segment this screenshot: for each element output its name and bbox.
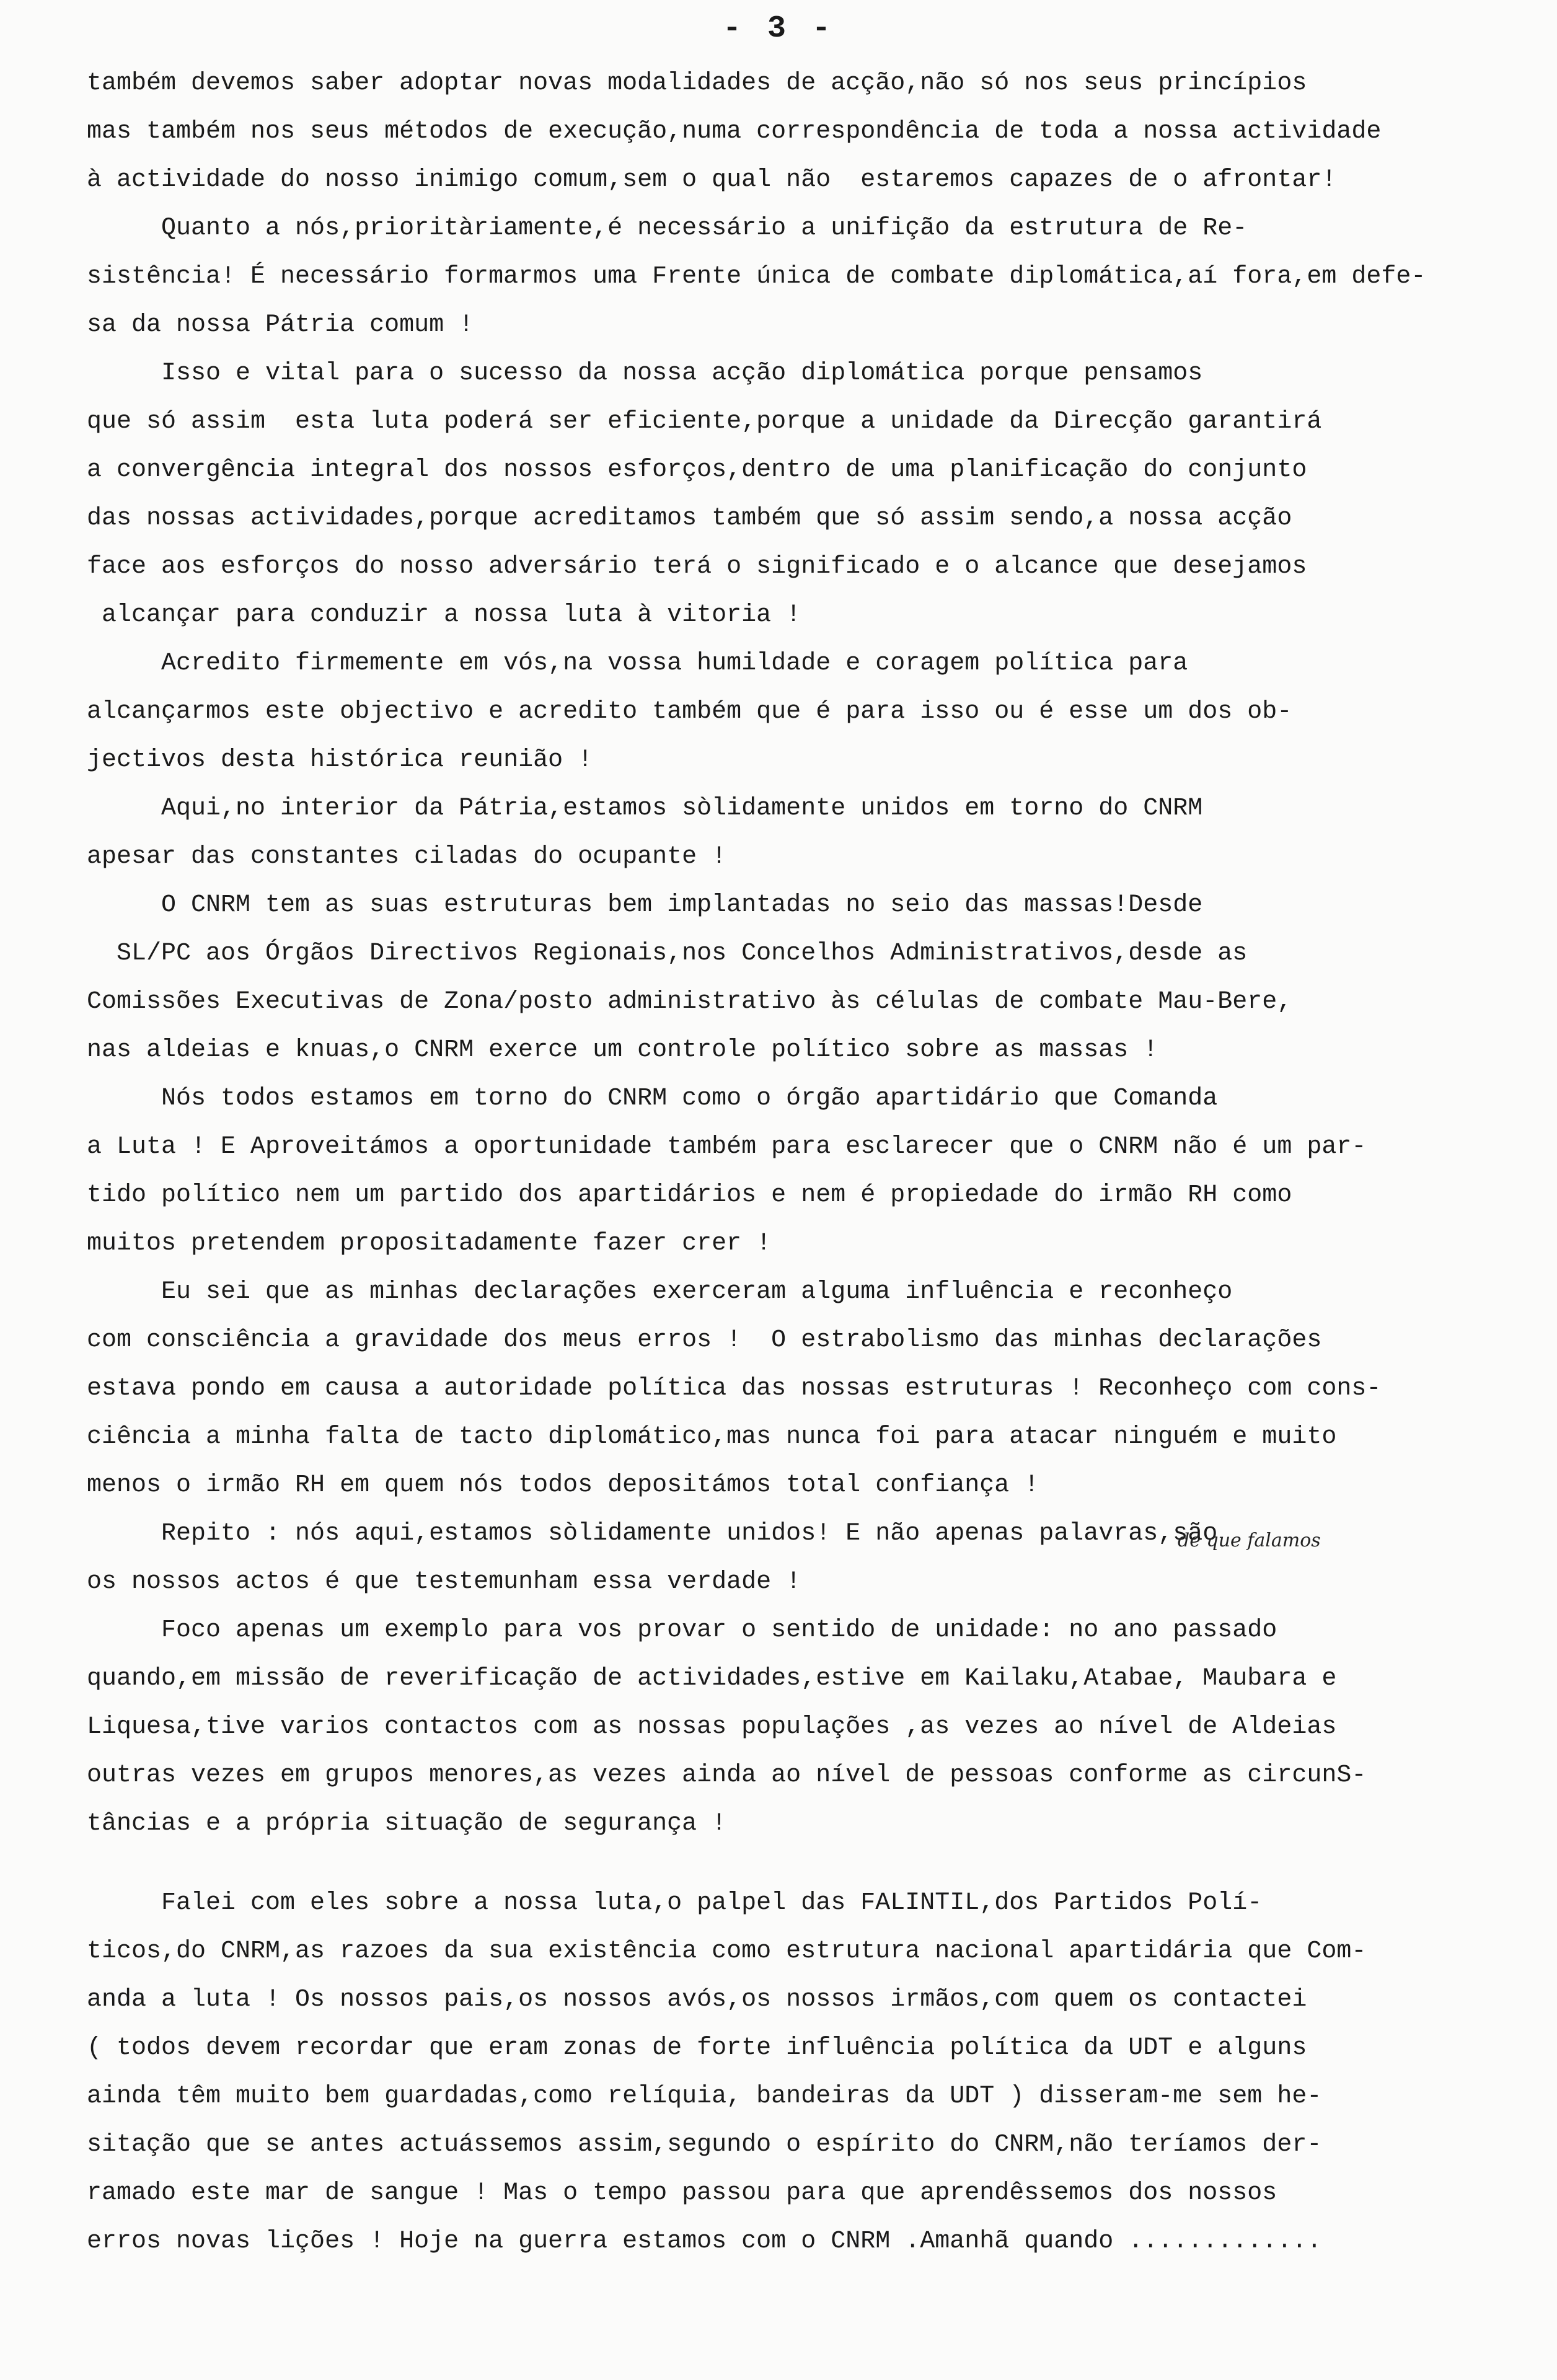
text-line: erros novas lições ! Hoje na guerra estamos com o CNRM .Amanhã quando ............. [87, 2228, 1322, 2255]
text-line: com consciência a gravidade dos meus erros ! O estrabolismo das minhas declarações [87, 1326, 1322, 1354]
text-line: Falei com eles sobre a nossa luta,o palpel das FALINTIL,dos Partidos Polí- [87, 1889, 1263, 1917]
text-line: que só assim esta luta poderá ser eficiente,porque a unidade da Direcção garantirá [87, 408, 1322, 436]
text-line: jectivos desta histórica reunião ! [87, 746, 593, 774]
handwritten-annotation: de que falamos [1178, 1530, 1321, 1551]
text-line: sistência! É necessário formarmos uma Frente única de combate diplomática,aí fora,em defe- [87, 263, 1426, 291]
text-line: Comissões Executivas de Zona/posto administrativo às células de combate Mau-Bere, [87, 988, 1292, 1016]
text-line: à actividade do nosso inimigo comum,sem o qual não estaremos capazes de o afrontar! [87, 166, 1337, 194]
paragraph-gap [87, 1848, 1488, 1879]
text-line: SL/PC aos Órgãos Directivos Regionais,nos Concelhos Administrativos,desde as [87, 940, 1248, 967]
text-line: menos o irmão RH em quem nós todos depositámos total confiança ! [87, 1471, 1039, 1499]
text-line: os nossos actos é que testemunham essa verdade ! [87, 1568, 801, 1596]
text-line: Liquesa,tive varios contactos com as nossas populações ,as vezes ao nível de Aldeias [87, 1713, 1337, 1741]
text-line: muitos pretendem propositadamente fazer crer ! [87, 1230, 772, 1258]
text-line: sitação que se antes actuássemos assim,segundo o espírito do CNRM,não teríamos der- [87, 2131, 1322, 2159]
text-line: Eu sei que as minhas declarações exerceram alguma influência e reconheço [87, 1278, 1233, 1306]
text-line: Nós todos estamos em torno do CNRM como o órgão apartidário que Comanda [87, 1085, 1218, 1113]
text-line: quando,em missão de reverificação de actividades,estive em Kailaku,Atabae, Maubara e [87, 1665, 1337, 1693]
text-line: ciência a minha falta de tacto diplomático,mas nunca foi para atacar ninguém e muito [87, 1423, 1337, 1451]
text-line: Foco apenas um exemplo para vos provar o sentido de unidade: no ano passado [87, 1616, 1277, 1644]
text-line: apesar das constantes ciladas do ocupante ! [87, 843, 727, 871]
text-line: estava pondo em causa a autoridade política das nossas estruturas ! Reconheço com cons- [87, 1375, 1382, 1403]
text-line: também devemos saber adoptar novas modalidades de acção,não só nos seus princípios [87, 69, 1307, 97]
text-line: face aos esforços do nosso adversário terá o significado e o alcance que desejamos [87, 553, 1307, 581]
text-line: ticos,do CNRM,as razoes da sua existência como estrutura nacional apartidária que Com- [87, 1937, 1367, 1965]
text-line: outras vezes em grupos menores,as vezes ainda ao nível de pessoas conforme as circunS- [87, 1761, 1367, 1789]
text-line: ( todos devem recordar que eram zonas de forte influência política da UDT e alguns [87, 2034, 1307, 2062]
text-line: mas também nos seus métodos de execução,numa correspondência de toda a nossa actividade [87, 118, 1382, 146]
text-line: tido político nem um partido dos apartidários e nem é propiedade do irmão RH como [87, 1181, 1292, 1209]
text-line: O CNRM tem as suas estruturas bem implantadas no seio das massas!Desde [87, 891, 1203, 919]
text-line: Repito : nós aqui,estamos sòlidamente unidos! E não apenas palavras,são [87, 1520, 1218, 1548]
text-line: Aqui,no interior da Pátria,estamos sòlidamente unidos em torno do CNRM [87, 795, 1203, 822]
text-line: Quanto a nós,prioritàriamente,é necessário a unifição da estrutura de Re- [87, 214, 1248, 242]
text-line: alcançar para conduzir a nossa luta à vitoria ! [87, 601, 801, 629]
text-line: das nossas actividades,porque acreditamos também que só assim sendo,a nossa acção [87, 505, 1292, 532]
text-line: anda a luta ! Os nossos pais,os nossos avós,os nossos irmãos,com quem os contactei [87, 1986, 1307, 2014]
page-number: - 3 - [722, 11, 835, 46]
text-line: sa da nossa Pátria comum ! [87, 311, 474, 339]
text-line: a convergência integral dos nossos esforços,dentro de uma planificação do conjunto [87, 456, 1307, 484]
text-line: ramado este mar de sangue ! Mas o tempo passou para que aprendêssemos dos nossos [87, 2179, 1277, 2207]
text-line: nas aldeias e knuas,o CNRM exerce um controle político sobre as massas ! [87, 1036, 1158, 1064]
body-text [87, 60, 1488, 2266]
text-line: ainda têm muito bem guardadas,como relíquia, bandeiras da UDT ) disseram-me sem he- [87, 2082, 1322, 2110]
text-line: a Luta ! E Aproveitámos a oportunidade também para esclarecer que o CNRM não é um par- [87, 1133, 1367, 1161]
text-line: Isso e vital para o sucesso da nossa acção diplomática porque pensamos [87, 359, 1203, 387]
text-line: Acredito firmemente em vós,na vossa humildade e coragem política para [87, 650, 1188, 677]
text-line: tâncias e a própria situação de segurança ! [87, 1810, 727, 1838]
text-line: alcançarmos este objectivo e acredito também que é para isso ou é esse um dos ob- [87, 698, 1292, 726]
